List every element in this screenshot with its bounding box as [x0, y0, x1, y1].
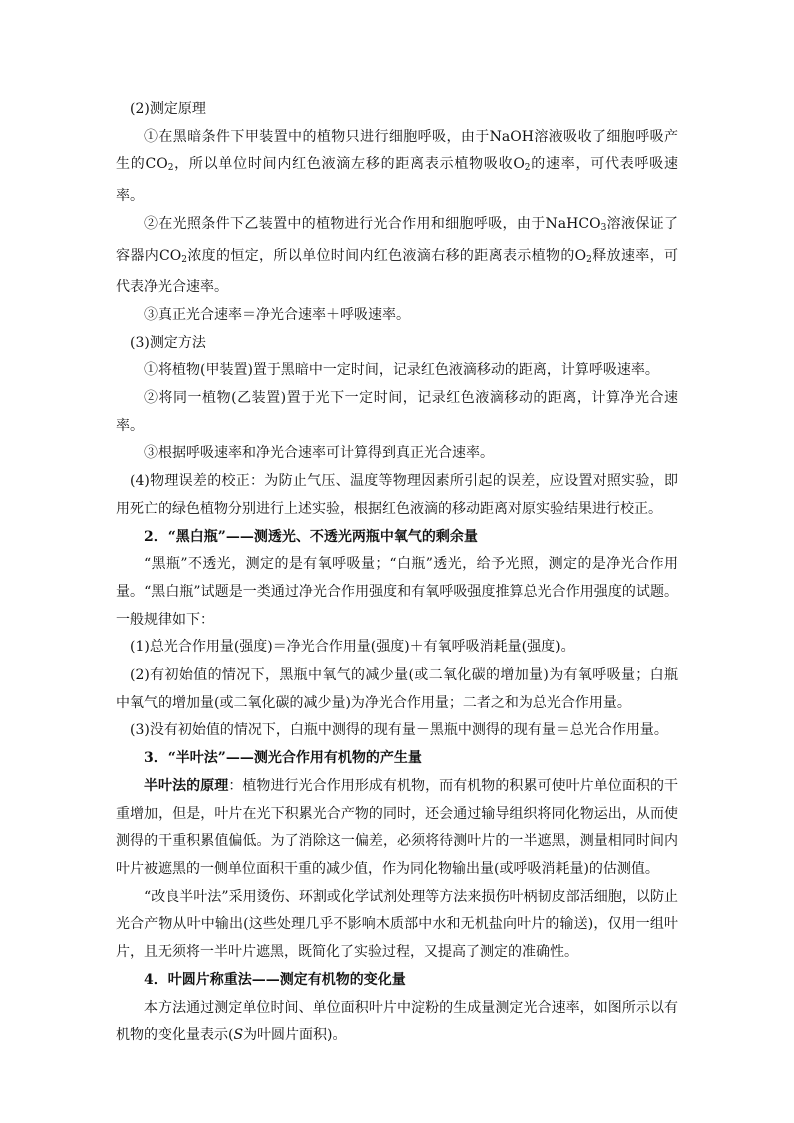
- paragraph-principle-1: ①在黑暗条件下甲装置中的植物只进行细胞呼吸，由于NaOH溶液吸收了细胞呼吸产生的$CO_2$，所以单位时间内红色液滴左移的距离表示植物吸收$O_2$的速率，可代表呼吸速率。: [116, 128, 678, 205]
- heading-half-leaf: 3．“半叶法”——测光合作用有机物的产生量: [144, 750, 422, 767]
- paragraph-method-2: ②将同一植物(乙装置)置于光下一定时间，记录红色液滴移动的距离，计算净光合速率。: [116, 390, 678, 434]
- paragraph-bottle-intro: “黑瓶”不透光，测定的是有氧呼吸量；“白瓶”透光，给予光照，测定的是净光合作用量。“黑白瓶”试题是一类通过净光合作用强度和有氧呼吸强度推算总光合作用强度的试题。一般规律如下：: [116, 556, 678, 628]
- paragraph-error-correction: (4)物理误差的校正：为防止气压、温度等物理因素所引起的误差，应设置对照实验，即用死亡的绿色植物分别进行上述实验，根据红色液滴的移动距离对原实验结果进行校正。: [116, 473, 678, 517]
- paragraph-principle-3: ③真正光合速率＝净光合速率＋呼吸速率。: [144, 306, 410, 323]
- document-page: [116, 96, 678, 1050]
- section-title-method: (3)测定方法: [130, 334, 206, 351]
- paragraph-bottle-rule-2: (2)有初始值的情况下，黑瓶中氧气的减少量(或二氧化碳的增加量)为有氧呼吸量；白瓶中氧气的增加量(或二氧化碳的减少量)为净光合作用量；二者之和为总光合作用量。: [116, 667, 678, 711]
- paragraph-bottle-rule-1: (1)总光合作用量(强度)＝净光合作用量(强度)＋有氧呼吸消耗量(强度)。: [130, 639, 575, 656]
- paragraph-method-3: ③根据呼吸速率和净光合速率可计算得到真正光合速率。: [144, 445, 494, 462]
- section-title-principle: (2)测定原理: [130, 101, 206, 117]
- heading-leaf-disc-weighing: 4．叶圆片称重法——测定有机物的变化量: [144, 971, 406, 988]
- paragraph-method-1: ①将植物(甲装置)置于黑暗中一定时间，记录红色液滴移动的距离，计算呼吸速率。: [144, 362, 659, 379]
- paragraph-leaf-disc-method: 本方法通过测定单位时间、单位面积叶片中淀粉的生成量测定光合速率，如图所示以有机物的变化量表示(S为叶圆片面积)。: [116, 999, 678, 1044]
- paragraph-improved-half-leaf: “改良半叶法”采用烫伤、环割或化学试剂处理等方法来损伤叶柄韧皮部活细胞，以防止光合产物从叶中输出(这些处理几乎不影响木质部中水和无机盐向叶片的输送)，仅用一组叶片，且无须将一半叶片遮黑，既简化了实验过程，又提高了测定的准确性。: [116, 888, 678, 961]
- paragraph-half-leaf-principle: 半叶法的原理：植物进行光合作用形成有机物，而有机物的积累可使叶片单位面积的干重增加，但是，叶片在光下积累光合产物的同时，还会通过输导组织将同化物运出，从而使测得的干重积累值偏低。为了消除这一偏差，必须将待测叶片的一半遮黑，测量相同时间内叶片被遮黑的一侧单位面积干重的减少值，作为同化物输出量(或呼吸消耗量)的估测值。: [116, 777, 679, 877]
- paragraph-principle-2: ②在光照条件下乙装置中的植物进行光合作用和细胞呼吸，由于NaHCO$_3$溶液保证了容器内$CO_2$浓度的恒定，所以单位时间内红色液滴右移的距离表示植物的$O_2$释放速率，可代表净光合速率。: [116, 215, 679, 296]
- heading-black-white-bottle: 2．“黑白瓶”——测透光、不透光两瓶中氧气的剩余量: [144, 528, 478, 545]
- paragraph-bottle-rule-3: (3)没有初始值的情况下，白瓶中测得的现有量－黑瓶中测得的现有量＝总光合作用量。: [130, 722, 668, 739]
